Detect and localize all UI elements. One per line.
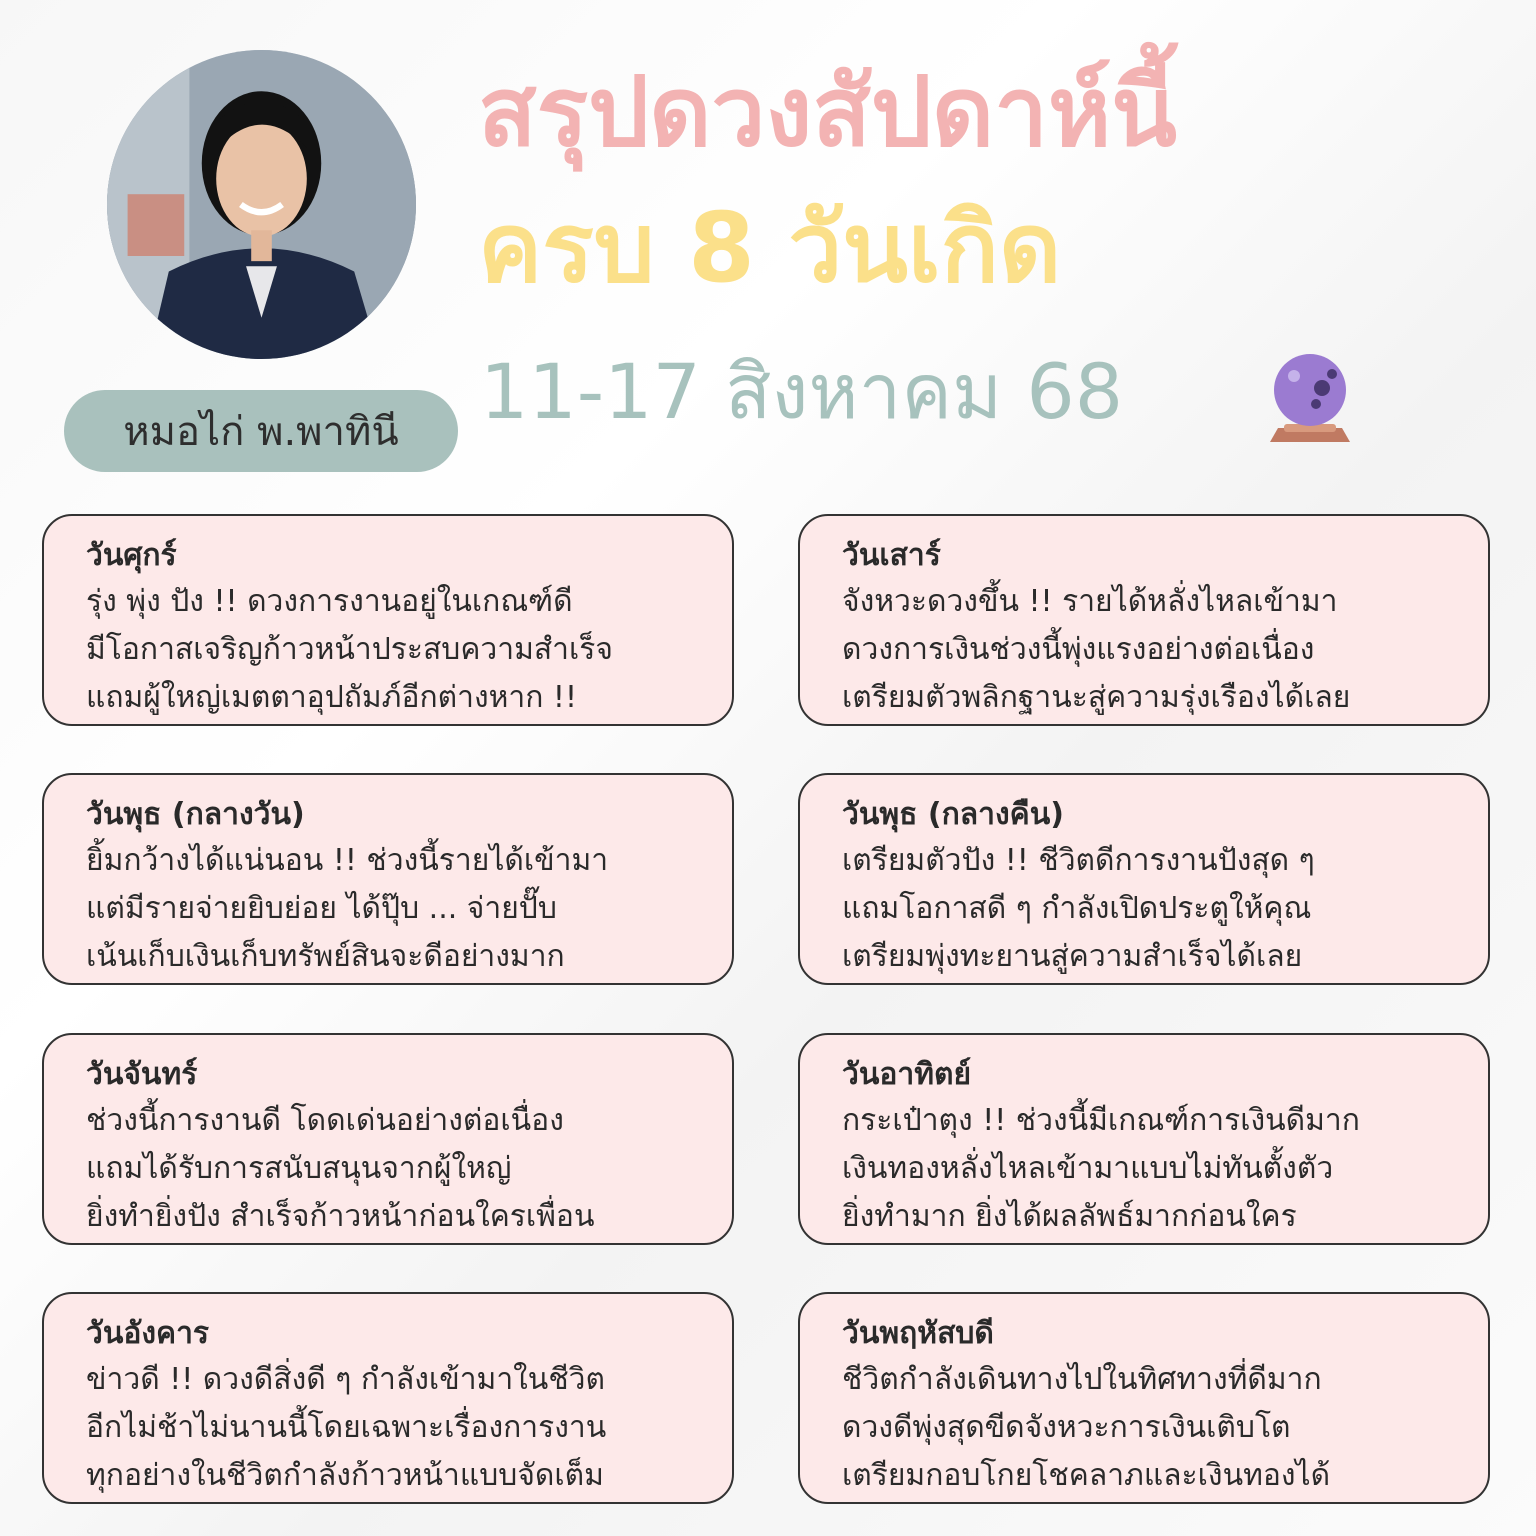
horoscope-card-wednesday-day [42,773,734,985]
card-text-line: แถมผู้ใหญ่เมตตาอุปถัมภ์อีกต่างหาก !! [86,680,577,715]
card-text-line: ชีวิตกำลังเดินทางไปในทิศทางที่ดีมาก [842,1362,1322,1397]
title-line-1: สรุปดวงสัปดาห์นี้ [478,56,1177,168]
card-text-line: อีกไม่ช้าไม่นานนี้โดยเฉพาะเรื่องการงาน [86,1410,607,1445]
crystal-ball-icon [1264,350,1356,446]
card-text-line: ยิ้มกว้างได้แน่นอน !! ช่วงนี้รายได้เข้ามา [86,843,609,878]
date-range: 11-17 สิงหาคม 68 [480,347,1124,436]
portrait-image [107,50,416,359]
card-text-line: ช่วงนี้การงานดี โดดเด่นอย่างต่อเนื่อง [86,1103,564,1138]
card-text-line: เงินทองหลั่งไหลเข้ามาแบบไม่ทันตั้งตัว [842,1151,1334,1186]
card-text-line: เตรียมตัวปัง !! ชีวิตดีการงานปังสุด ๆ [842,843,1315,878]
card-text-line: ยิ่งทำยิ่งปัง สำเร็จก้าวหน้าก่อนใครเพื่อน [86,1199,595,1234]
card-text-line: ยิ่งทำมาก ยิ่งได้ผลลัพธ์มากก่อนใคร [842,1199,1297,1234]
card-text-line: ทุกอย่างในชีวิตกำลังก้าวหน้าแบบจัดเต็ม [86,1458,604,1493]
card-text-line: เตรียมกอบโกยโชคลาภและเงินทองได้ [842,1458,1331,1493]
horoscope-card-wednesday-night [798,773,1490,985]
card-text-line: รุ่ง พุ่ง ปัง !! ดวงการงานอยู่ในเกณฑ์ดี [86,584,573,619]
card-day-title: วันอังคาร [86,1316,210,1351]
card-day-title: วันอาทิตย์ [842,1057,972,1092]
card-day-title: วันเสาร์ [842,538,941,573]
avatar [107,50,416,359]
card-text-line: มีโอกาสเจริญก้าวหน้าประสบความสำเร็จ [86,632,613,667]
card-text-line: เตรียมตัวพลิกฐานะสู่ความรุ่งเรืองได้เลย [842,680,1351,715]
card-day-title: วันพุธ (กลางวัน) [86,797,305,832]
card-text-line: เน้นเก็บเงินเก็บทรัพย์สินจะดีอย่างมาก [86,939,565,974]
card-day-title: วันจันทร์ [86,1057,198,1092]
card-text-line: จังหวะดวงขึ้น !! รายได้หลั่งไหลเข้ามา [842,584,1338,619]
card-day-title: วันศุกร์ [86,538,177,573]
card-text-line: กระเป๋าตุง !! ช่วงนี้มีเกณฑ์การเงินดีมาก [842,1103,1360,1138]
horoscope-card-friday [42,514,734,726]
card-text-line: ดวงการเงินช่วงนี้พุ่งแรงอย่างต่อเนื่อง [842,632,1315,667]
horoscope-card-monday [42,1033,734,1245]
horoscope-card-sunday [798,1033,1490,1245]
card-text-line: แถมโอกาสดี ๆ กำลังเปิดประตูให้คุณ [842,891,1312,926]
card-day-title: วันพฤหัสบดี [842,1316,994,1351]
title-line-2: ครบ 8 วันเกิด [478,192,1062,304]
card-day-title: วันพุธ (กลางคืน) [842,797,1064,832]
card-text-line: ข่าวดี !! ดวงดีสิ่งดี ๆ กำลังเข้ามาในชีวิต [86,1362,606,1397]
horoscope-card-saturday [798,514,1490,726]
card-text-line: แต่มีรายจ่ายยิบย่อย ได้ปุ๊บ ... จ่ายปั๊บ [86,891,557,926]
card-text-line: เตรียมพุ่งทะยานสู่ความสำเร็จได้เลย [842,939,1303,974]
card-text-line: ดวงดีพุ่งสุดขีดจังหวะการเงินเติบโต [842,1410,1291,1445]
horoscope-card-tuesday [42,1292,734,1504]
card-text-line: แถมได้รับการสนับสนุนจากผู้ใหญ่ [86,1151,512,1186]
author-name-badge: หมอไก่ พ.พาทินี [64,390,458,472]
horoscope-card-thursday [798,1292,1490,1504]
